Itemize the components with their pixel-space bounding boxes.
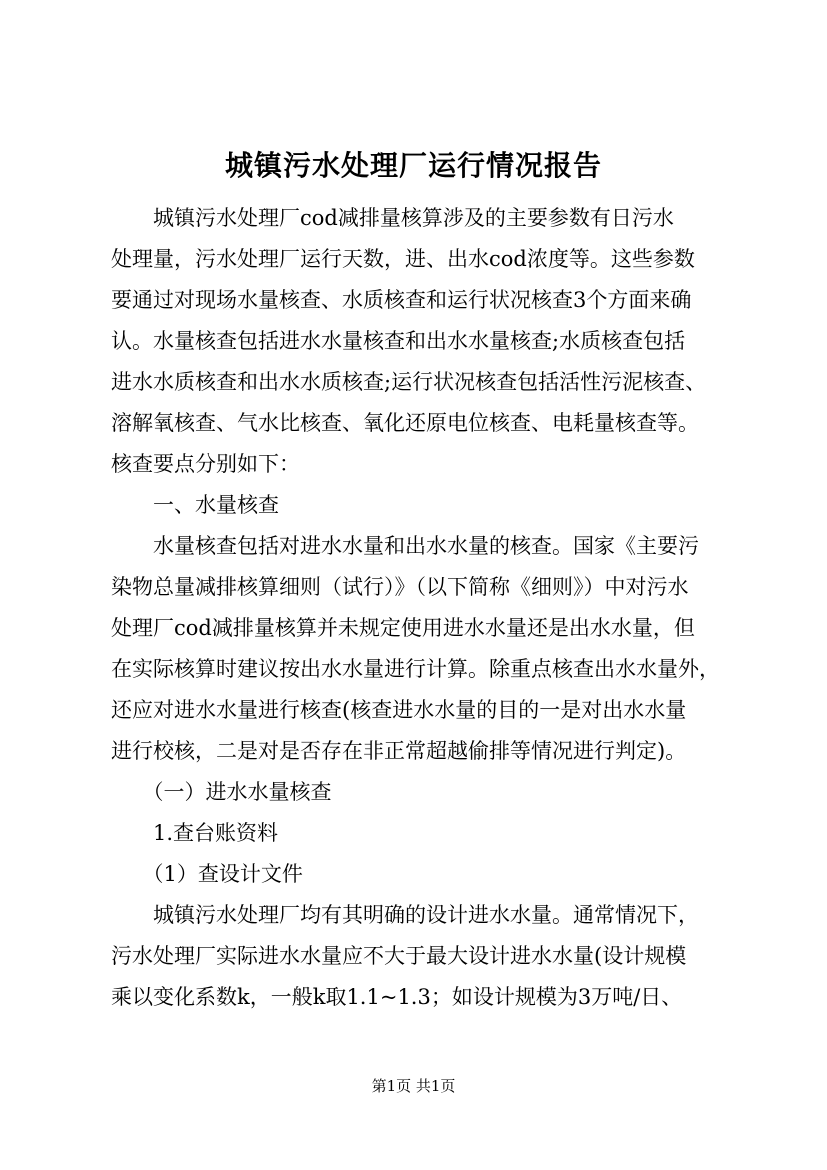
body-line-12: 在实际核算时建议按出水水量进行计算。除重点核查出水水量外， [111, 657, 720, 681]
body-line-10: 染物总量减排核算细则（试行）》（以下简称《细则》）中对污水 [111, 575, 689, 599]
item-heading-design-files: （1）查设计文件 [111, 862, 303, 886]
subsection-heading-inflow: （一）进水水量核查 [111, 780, 332, 804]
body-line-18: 城镇污水处理厂均有其明确的设计进水水量。通常情况下， [111, 903, 699, 927]
body-line-11: 处理厂cod减排量核算并未规定使用进水水量还是出水水量，但 [111, 616, 695, 640]
body-line-7: 核查要点分别如下： [111, 452, 300, 476]
body-line-2: 处理量，污水处理厂运行天数，进、出水cod浓度等。这些参数 [111, 247, 695, 271]
body-line-6: 溶解氧核查、气水比核查、氧化还原电位核查、电耗量核查等。 [111, 411, 699, 435]
body-line-19: 污水处理厂实际进水水量应不大于最大设计进水水量(设计规模 [111, 944, 687, 968]
body-line-14: 进行校核，二是对是否存在非正常超越偷排等情况进行判定)。 [111, 739, 687, 763]
body-line-5: 进水水质核查和出水水质核查;运行状况核查包括活性污泥核查、 [111, 370, 707, 394]
section-heading-water-volume: 一、水量核查 [111, 493, 279, 517]
body-line-1: 城镇污水处理厂cod减排量核算涉及的主要参数有日污水 [111, 206, 674, 230]
document-body [111, 198, 751, 1018]
body-line-4: 认。水量核查包括进水水量核查和出水水量核查;水质核查包括 [111, 329, 686, 353]
body-line-13: 还应对进水水量进行核查(核查进水水量的目的一是对出水水量 [111, 698, 687, 722]
document-title: 城镇污水处理厂运行情况报告 [224, 149, 602, 182]
body-line-20: 乘以变化系数k，一般k取1.1~1.3；如设计规模为3万吨/日、 [111, 985, 683, 1009]
item-heading-ledger: 1.查台账资料 [111, 821, 279, 845]
body-line-3: 要通过对现场水量核查、水质核查和运行状况核查3个方面来确 [111, 288, 692, 312]
page-footer: 第1页 共1页 [371, 1077, 456, 1095]
body-line-9: 水量核查包括对进水水量和出水水量的核查。国家《主要污 [111, 534, 699, 558]
